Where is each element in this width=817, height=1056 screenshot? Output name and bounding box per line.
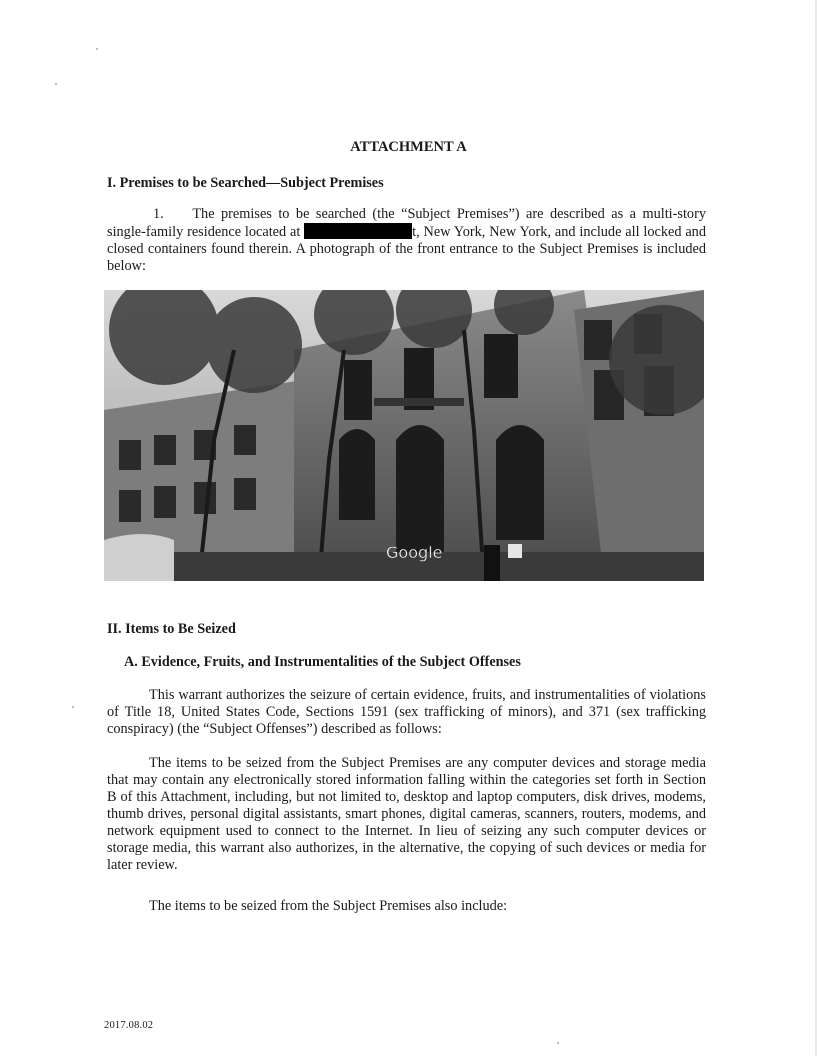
warrant-paragraph: This warrant authorizes the seizure of certain evidence, fruits, and instrumentalities of violations of Title 18, United States Code, Sections 1591 (sex trafficking of minors), and 371 (sex trafficking conspiracy) (the “Subject Offenses”) described as follows:	[107, 687, 706, 737]
scan-speck	[55, 83, 57, 85]
items-paragraph: The items to be seized from the Subject Premises are any computer devices and storage media that may contain any electronically stored information falling within the categories set forth in Section B of this Attachment, including, but not limited to, desktop and laptop computers, disk drives, modems, thumb drives, personal digital assistants, smart phones, digital cameras, scanners, routers, modems, and network equipment used to connect to the Internet. In lieu of seizing any such computer devices or storage media, this warrant also authorizes, in the alternative, the copying of such devices or media for later review.	[107, 755, 706, 873]
premises-text-start: 1. The premises to be searched (the “Subject Premises”) are described as a multi-story single-family residence located at	[107, 206, 706, 240]
section-heading-premises: I. Premises to be Searched—Subject Premises	[107, 175, 384, 191]
document-title: ATTACHMENT A	[350, 139, 467, 155]
google-watermark: Google	[386, 543, 443, 562]
street-view-image	[104, 290, 704, 581]
section-heading-items: II. Items to Be Seized	[107, 621, 236, 637]
subsection-heading-evidence: A. Evidence, Fruits, and Instrumentalities of the Subject Offenses	[124, 654, 521, 670]
premises-text-end: t, New York, New York, and include all locked and closed containers found therein. A photograph of the front entrance to the Subject Premises is included below:	[107, 224, 706, 274]
scan-speck	[96, 48, 98, 50]
premises-paragraph	[107, 206, 706, 275]
items-also-paragraph: The items to be seized from the Subject Premises also include:	[149, 898, 508, 914]
scan-speck	[72, 706, 74, 708]
redaction-bar	[304, 223, 412, 239]
scan-speck	[557, 1042, 559, 1044]
document-date-footer: 2017.08.02	[104, 1020, 154, 1031]
premises-photo	[104, 290, 704, 581]
